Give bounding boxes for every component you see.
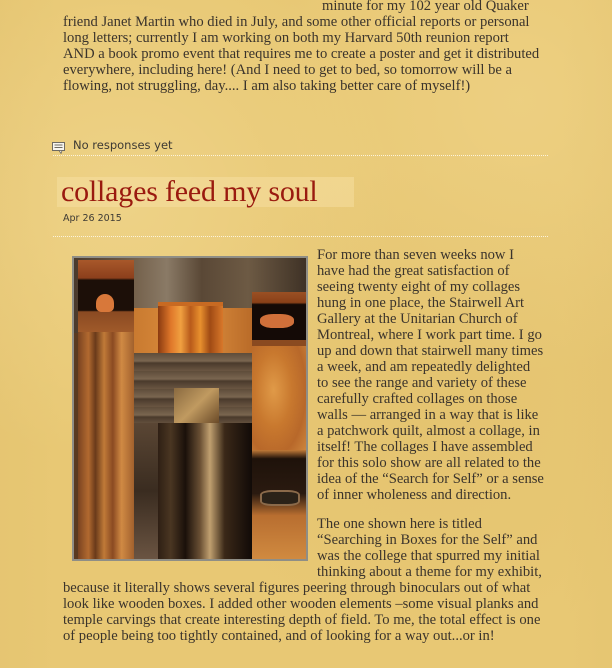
collage-left-plank (78, 332, 136, 559)
post-paragraph: For more than seven weeks now I have had the great satisfaction of seeing twenty eight of my collages hung in one place, the Stairwell Art Gallery at the Unitarian Church of Montreal, where I work part time. I go up and down that stairwell many times a week, and am repeatedly delighted to see the range and variety of these carefully crafted collages on those walls — arranged in a way that is like a patchwork quilt, almost a collage, in itself! The collages I have assembled for this solo show are all related to the idea of the “Search for Self” or a sense of inner wholeness and direction. (317, 247, 544, 503)
post-date: Apr 26 2015 (63, 213, 122, 224)
comment-icon (52, 139, 65, 151)
post-paragraph: The one shown here is titled “Searching in Boxes for the Self” and was the college that spurred my initial thinking about a theme for my exhibit, because it literally shows several figures peering through binoculars out of what look like wooden boxes. I added other wooden elements –some visual planks and temple carvings that create interesting depth of field. To me, the total effect is one of people being too tightly contained, and of looking for a way out...or in! (63, 516, 542, 644)
collage-figure-binoculars-left (96, 294, 114, 312)
previous-post-image-float (63, 0, 322, 14)
collage-temple-carving (156, 423, 254, 559)
post-divider (53, 155, 548, 156)
comments-link[interactable] (52, 137, 173, 153)
post-body (63, 247, 544, 657)
previous-post-paragraph: minute for my 102 year old Quaker friend Janet Martin who died in July, and some other official reports or personal long letters; currently I am working on both my Harvard 50th reunion report AND a book promo event that requires me to create a poster and get it distributed everywhere, including here! (And I need to get to bed, so tomorrow will be a flowing, not struggling, day.... I am also taking better care of myself!) (63, 0, 540, 94)
post-header-divider (53, 236, 548, 237)
collage-small-hand-box (174, 388, 219, 423)
collage-lower-left-planks (134, 423, 158, 559)
collage-figure-binoculars-right (260, 314, 294, 328)
collage-right-plywood (252, 340, 306, 456)
previous-post-tail (63, 0, 543, 94)
collage-binoculars-lower-right (260, 490, 300, 506)
post-title[interactable]: collages feed my soul (61, 175, 318, 208)
comments-count-label[interactable]: No responses yet (73, 138, 173, 152)
collage-image[interactable] (72, 256, 308, 561)
